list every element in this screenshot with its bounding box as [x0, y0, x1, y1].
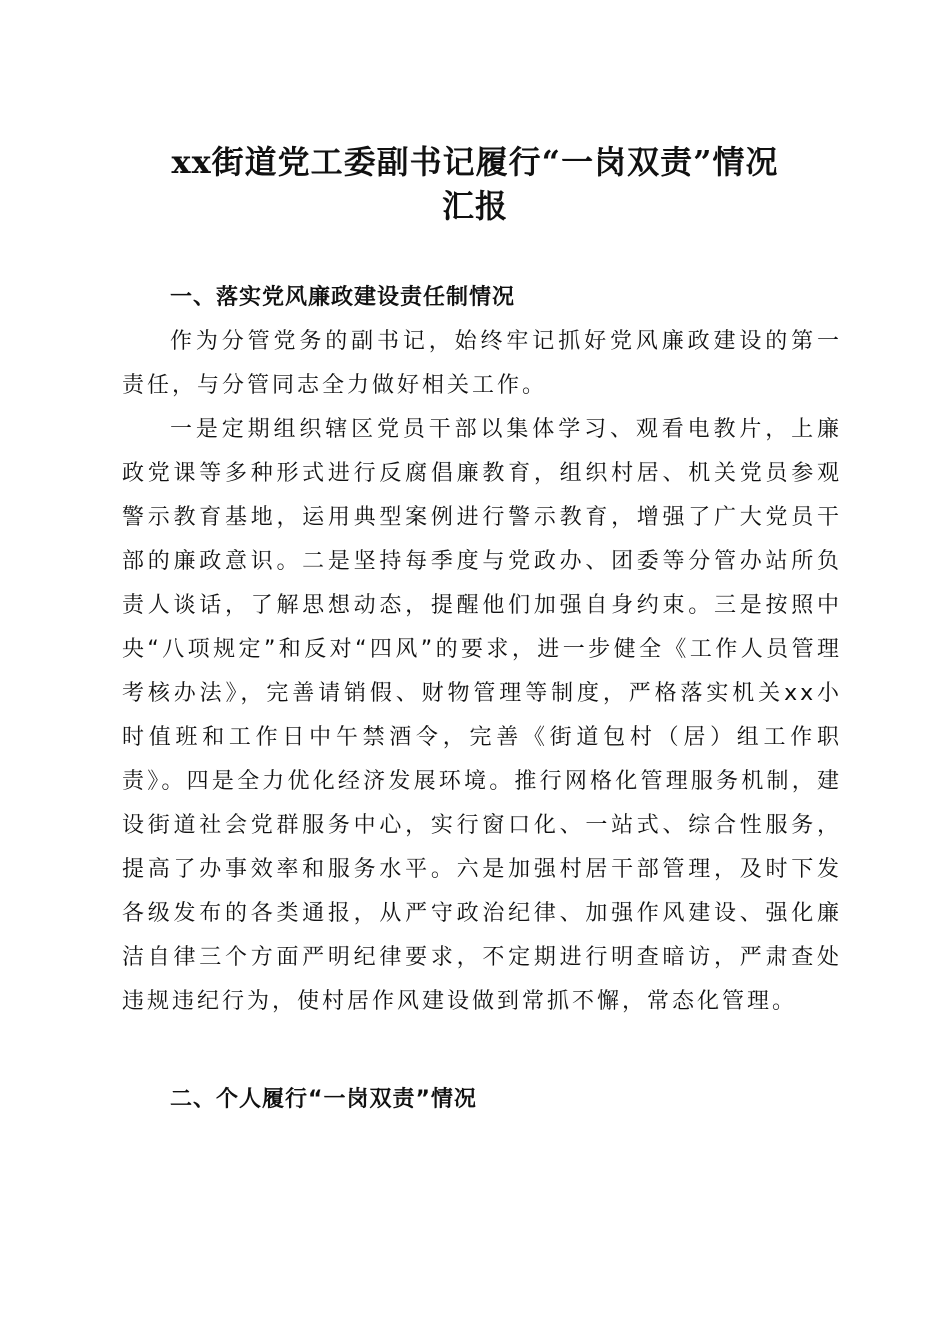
document-title-line-2: 汇报: [441, 187, 508, 225]
section-1-intro-paragraph: 作为分管党务的副书记，始终牢记抓好党风廉政建设的第一责任，与分管同志全力做好相关工作。: [122, 329, 842, 398]
section-1-body-paragraph: 一是定期组织辖区党员干部以集体学习、观看电教片，上廉政党课等多种形式进行反腐倡廉教育，组织村居、机关党员参观警示教育基地，运用典型案例进行警示教育，增强了广大党员干部的廉政意识。二是坚持每季度与党政办、团委等分管办站所负责人谈话，了解思想动态，提醒他们加强自身约束。三是按照中央“八项规定”和反对“四风”的要求，进一步健全《工作人员管理考核办法》，完善请销假、财物管理等制度，严格落实机关xx小时值班和工作日中午禁酒令，完善《街道包村（居）组工作职责》。四是全力优化经济发展环境。推行网格化管理服务机制，建设街道社会党群服务中心，实行窗口化、一站式、综合性服务，提高了办事效率和服务水平。六是加强村居干部管理，及时下发各级发布的各类通报，从严守政治纪律、加强作风建设、强化廉洁自律三个方面严明纪律要求，不定期进行明查暗访，严肃查处违规违纪行为，使村居作风建设做到常抓不懈，常态化管理。: [122, 417, 842, 1014]
section-2-heading: 二、个人履行“一岗双责”情况: [170, 1087, 477, 1112]
document-title-line-1: xx街道党工委副书记履行“一岗双责”情况: [171, 143, 779, 181]
section-1-heading: 一、落实党风廉政建设责任制情况: [170, 285, 516, 310]
